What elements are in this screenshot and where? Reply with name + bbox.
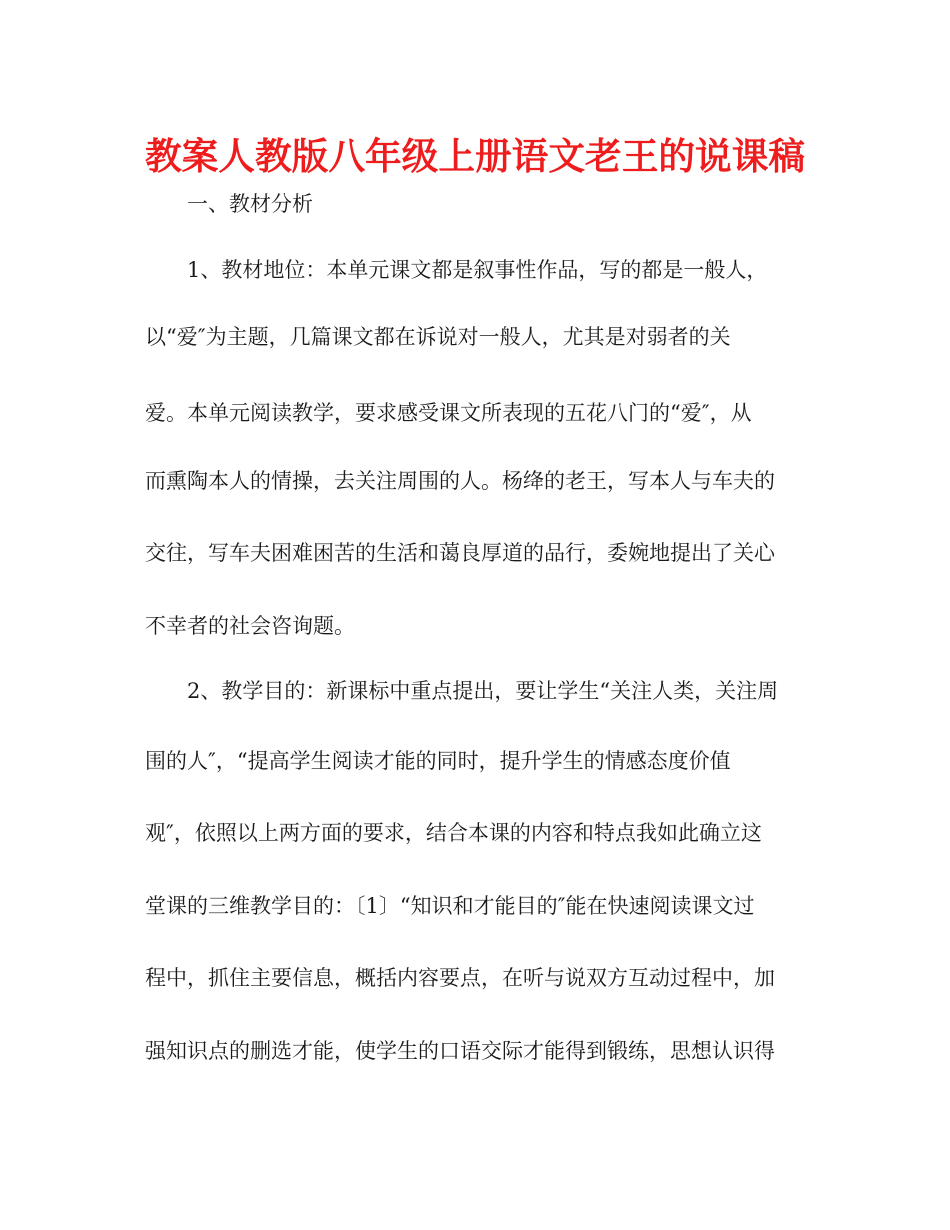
paragraph-line: 2、教学目的：新课标中重点提出，要让学生“关注人类，关注周	[145, 679, 779, 703]
paragraph-line: 程中，抓住主要信息，概括内容要点，在听与说双方互动过程中，加	[145, 966, 775, 990]
document-title: 教案人教版八年级上册语文老王的说课稿	[144, 135, 806, 178]
paragraph-line: 堂课的三维教学目的：〔1〕“知识和才能目的″能在快速阅读课文过	[145, 894, 755, 918]
paragraph-line: 爱。本单元阅读教学，要求感受课文所表现的五花八门的“爱″，从	[145, 401, 752, 425]
paragraph-line: 围的人″，“提高学生阅读才能的同时，提升学生的情感态度价值	[145, 749, 731, 773]
paragraph-line: 交往，写车夫困难困苦的生活和蔼良厚道的品行，委婉地提出了关心	[145, 541, 775, 565]
section-heading: 一、教材分析	[145, 192, 313, 216]
paragraph-line: 强知识点的删选才能，使学生的口语交际才能得到锻练，思想认识得	[145, 1039, 775, 1063]
paragraph-line: 以“爱″为主题，几篇课文都在诉说对一般人，尤其是对弱者的关	[145, 325, 731, 349]
paragraph-line: 不幸者的社会咨询题。	[145, 614, 355, 638]
paragraph-line: 1、教材地位：本单元课文都是叙事性作品，写的都是一般人，	[145, 258, 768, 282]
paragraph-line: 观″，依照以上两方面的要求，结合本课的内容和特点我如此确立这	[145, 821, 762, 845]
paragraph-line: 而熏陶本人的情操，去关注周围的人。杨绛的老王，写本人与车夫的	[145, 469, 775, 493]
